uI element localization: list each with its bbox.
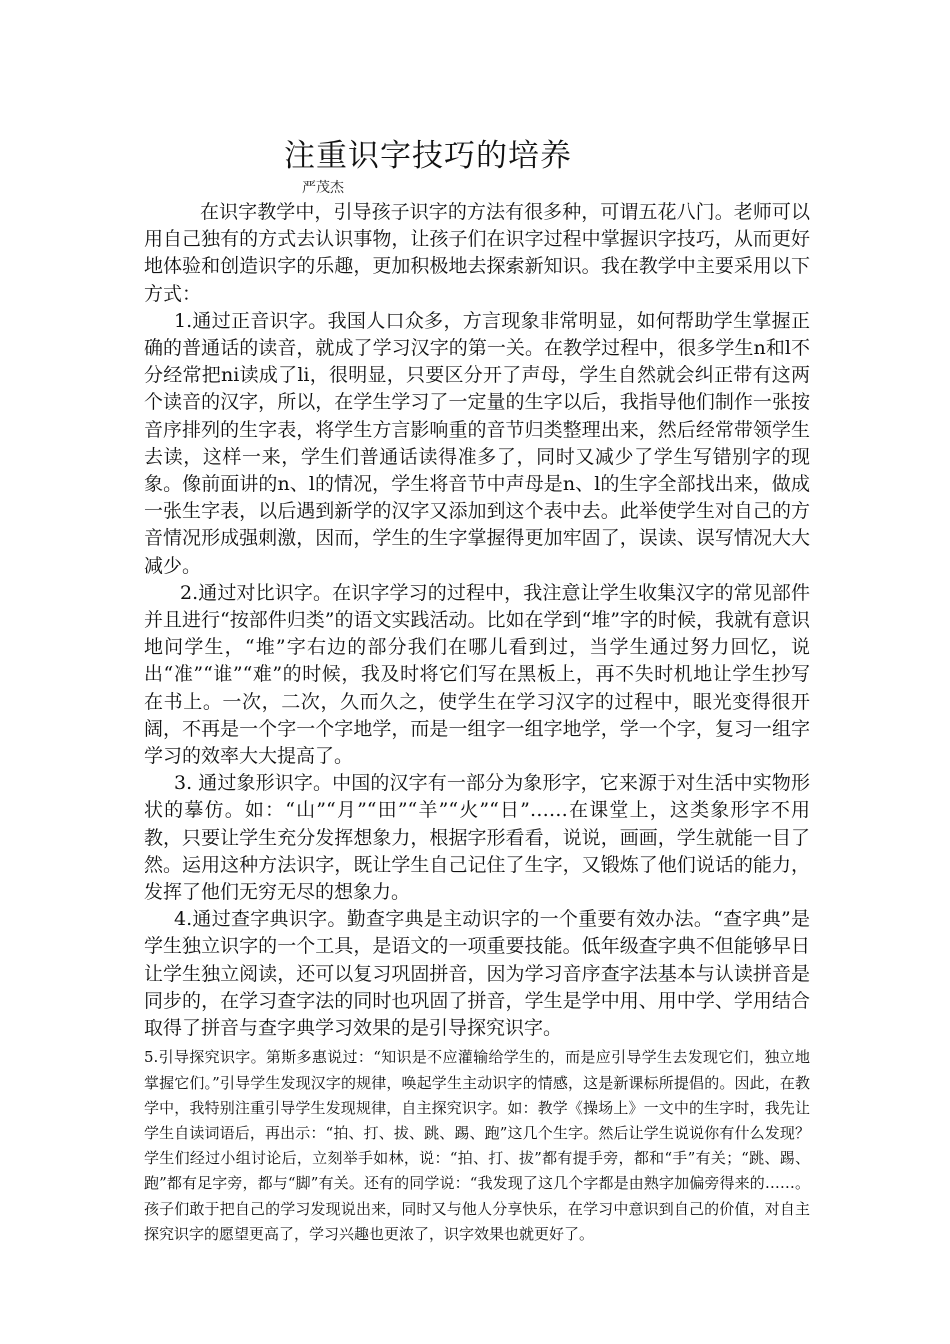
method-4-paragraph: 4.通过查字典识字。勤查字典是主动识字的一个重要有效办法。“查字典”是学生独立识字的一个工具，是语文的一项重要技能。低年级查字典不但能够早日让学生独立阅读，还可以复习巩固拼音，因为学习音序查字法基本与认读拼音是同步的，在学习查字法的同时也巩固了拼音，学生是学中用、用中学、学用结合取得了拼音与查字典学习效果的是引导探究识字。 [144,908,810,1040]
method-5-paragraph: 5.引导探究识字。第斯多惠说过：“知识是不应灌输给学生的，而是应引导学生去发现它们，独立地掌握它们。”引导学生发现汉字的规律，唤起学生主动识字的情感，这是新课标所提倡的。因此，在教学中，我特别注重引导学生发现规律，自主探究识字。如：教学《操场上》一文中的生字时，我先让学生自读词语后，再出示：“拍、打、拔、跳、踢、跑”这几个生字。然后让学生说说你有什么发现？学生们经过小组讨论后，立刻举手如林，说：“拍、打、拔”都有提手旁，都和“手”有关；“跳、踢、跑”都有足字旁，都与“脚”有关。还有的同学说：“我发现了这几个字都是由熟字加偏旁得来的……。孩子们敢于把自己的学习发现说出来，同时又与他人分享快乐，在学习中意识到自己的价值，对自主探究识字的愿望更高了，学习兴趣也更浓了，识字效果也就更好了。 [144,1048,810,1243]
document-body [144,199,810,1247]
document-author: 严茂杰 [302,180,344,196]
method-1-paragraph: 1.通过正音识字。我国人口众多，方言现象非常明显，如何帮助学生掌握正确的普通话的读音，就成了学习汉字的第一关。在教学过程中，很多学生n和l不分经常把ni读成了li，很明显，只要区分开了声母，学生自然就会纠正带有这两个读音的汉字，所以，在学生学习了一定量的生字以后，我指导他们制作一张按音序排列的生字表，将学生方言影响重的音节归类整理出来，然后经常带领学生去读，这样一来，学生们普通话读得准多了，同时又减少了学生写错别字的现象。像前面讲的n、l的情况，学生将音节中声母是n、l的生字全部找出来，做成一张生字表，以后遇到新学的汉字又添加到这个表中去。此举使学生对自己的方音情况形成强刺激，因而，学生的生字掌握得更加牢固了，误读、误写情况大大减少。 [144,309,810,577]
method-2-paragraph: 2.通过对比识字。在识字学习的过程中，我注意让学生收集汉字的常见部件并且进行“按部件归类”的语文实践活动。比如在学到“堆”字的时候，我就有意识地问学生，“堆”字右边的部分我们在哪儿看到过，当学生通过努力回忆，说出“准”“谁”“难”的时候，我及时将它们写在黑板上，再不失时机地让学生抄写在书上。一次，二次，久而久之，使学生在学习汉字的过程中，眼光变得很开阔，不再是一个字一个字地学，而是一组字一组字地学，学一个字，复习一组字学习的效率大大提高了。 [144,581,810,768]
method-3-paragraph: 3. 通过象形识字。中国的汉字有一部分为象形字，它来源于对生活中实物形状的摹仿。如：“山”“月”“田”“羊”“火”“日”……在课堂上，这类象形字不用教，只要让学生充分发挥想象力，根据字形看看，说说，画画，学生就能一目了然。运用这种方法识字，既让学生自己记住了生字，又锻炼了他们说话的能力，发挥了他们无穷无尽的想象力。 [144,772,810,904]
document-title: 注重识字技巧的培养 [284,138,572,174]
intro-paragraph: 在识字教学中，引导孩子识字的方法有很多种，可谓五花八门。老师可以用自己独有的方式去认识事物，让孩子们在识字过程中掌握识字技巧，从而更好地体验和创造识字的乐趣，更加积极地去探索新知识。我在教学中主要采用以下方式： [144,201,810,305]
